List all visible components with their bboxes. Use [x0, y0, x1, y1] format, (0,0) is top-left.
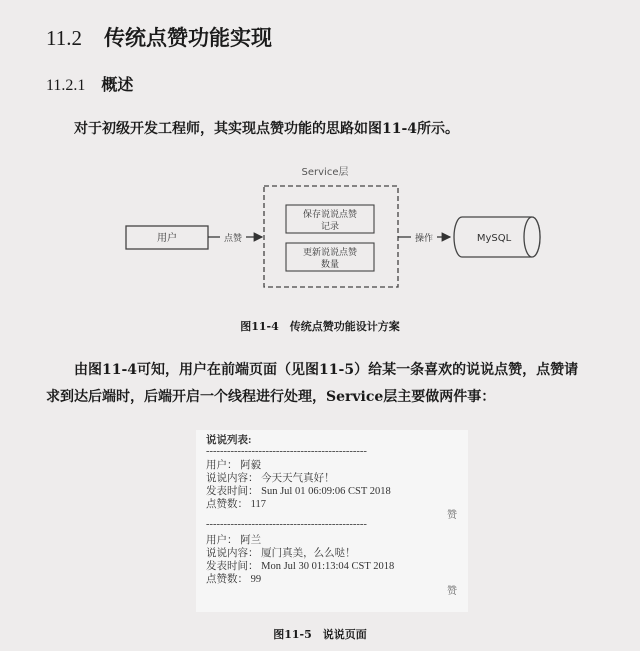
subsection-number: 11.2.1 [46, 77, 86, 94]
save-record-label-line2: 记录 [320, 222, 340, 232]
post-content: 说说内容： 厦门真美，么么哒！ [206, 548, 356, 559]
section-title: 传统点赞功能实现 [103, 25, 272, 50]
intro-paragraph: 对于初级开发工程师，其实现点赞功能的思路如图11-4所示。 [74, 121, 460, 137]
user-label: 用户 [157, 233, 177, 244]
operate-edge-label: 操作 [414, 234, 434, 244]
figure-caption-11-4: 图11-4 传统点赞功能设计方案 [240, 320, 400, 333]
list-title: 说说列表: [206, 435, 252, 446]
separator: ---------------------------------------------- [206, 446, 367, 457]
section-heading [46, 22, 272, 52]
figure-caption-11-5: 图11-5 说说页面 [273, 628, 367, 641]
update-count-label-line1: 更新说说点赞 [302, 248, 358, 258]
post-time: 发表时间： Mon Jul 30 01:13:04 CST 2018 [206, 561, 395, 572]
like-flow-diagram [90, 155, 550, 305]
save-record-label-line1: 保存说说点赞 [302, 210, 358, 220]
like-button[interactable]: 赞 [447, 586, 457, 597]
post-time: 发表时间： Sun Jul 01 06:09:06 CST 2018 [206, 486, 391, 497]
service-layer-label: Service层 [301, 167, 349, 178]
update-count-label-line2: 数量 [320, 260, 340, 270]
like-edge-label: 点赞 [223, 234, 243, 244]
post-user: 用户： 阿兰 [206, 535, 262, 546]
section-number: 11.2 [46, 26, 82, 50]
paragraph-line-2: 求到达后端时，后端开启一个线程进行处理，Service层主要做两件事： [46, 389, 496, 405]
subsection-heading [46, 72, 133, 95]
service-layer-box [264, 186, 398, 287]
paragraph-line-1: 由图11-4可知，用户在前端页面（见图11-5）给某一条喜欢的说说点赞，点赞请 [74, 362, 579, 378]
mysql-label: MySQL [476, 233, 512, 244]
post-likes: 点赞数： 99 [206, 574, 262, 585]
post-content: 说说内容： 今天天气真好！ [206, 473, 335, 484]
like-button[interactable]: 赞 [447, 510, 457, 521]
talk-list-screenshot [196, 430, 468, 612]
post-likes: 点赞数： 117 [206, 499, 266, 510]
separator: ---------------------------------------------- [206, 519, 367, 530]
subsection-title: 概述 [101, 75, 134, 94]
post-user: 用户： 阿毅 [206, 460, 262, 471]
